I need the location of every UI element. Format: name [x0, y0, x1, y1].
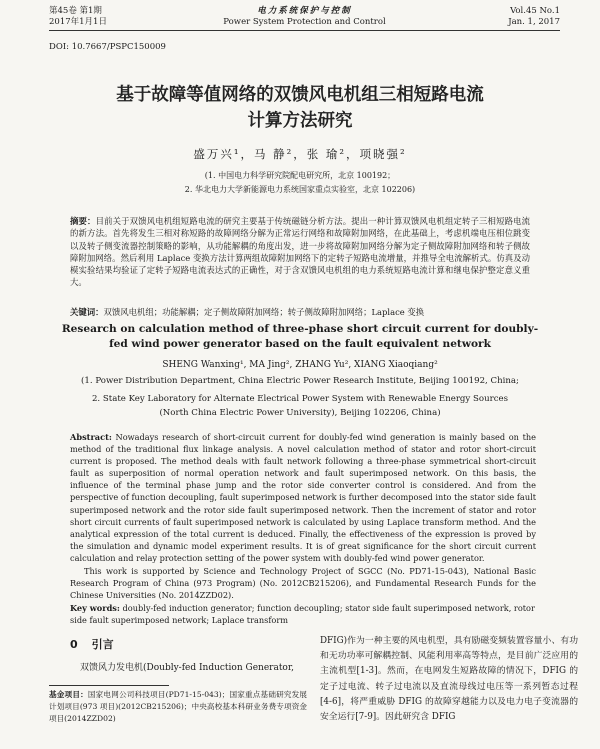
- authors-cn: 盛万兴¹，马 静²，张 瑜²，项晓强²: [193, 147, 407, 161]
- abstract-cn-text: 目前关于双馈风电机组短路电流的研究主要基于传统磁链分析方法。提出一种计算双馈风电机组定转子三相短路电流的新方法。首先将发生三相对称短路的故障网络分解为正常运行网络和故障附加网络，在此基础上，考虑机端电压相位跳变以及转子侧变流器控制策略的影响，从功能解耦的角度出发，进一步将故障附加网络分解为定子侧故障附加网络和转子侧故障附加网络。然后利用 Laplace 变换方法计算两组故障附加网络下的定转子短路电流增量，并推导全电流解析式。仿真及动模实验结果均验证了定转子短路电流表达式的正确性，对于含双馈风电机组的电力系统短路电流计算和继电保护整定意义重大。: [70, 216, 531, 288]
- affiliation-cn-2: 2. 华北电力大学新能源电力系统国家重点实验室，北京 102206): [184, 185, 416, 194]
- doi: DOI: 10.7667/PSPC150009: [49, 42, 166, 52]
- keywords-en: [70, 602, 536, 626]
- abstract-cn: [70, 215, 530, 289]
- header-journal-en: Power System Protection and Control: [223, 17, 386, 27]
- header-date-cn: 2017年1月1日: [49, 17, 107, 27]
- keywords-en-label: Key words:: [70, 603, 120, 613]
- affiliation-en-2: 2. State Key Laboratory for Alternate Electrical Power System with Renewable Energy Sources: [91, 394, 509, 404]
- abstract-en: [70, 431, 536, 564]
- affiliation-en-3: (North China Electric Power University), Beijing 102206, China): [159, 408, 441, 418]
- paper-title-en: Research on calculation method of three-phase short circuit current for doubly-fed wind power generator based on the fault equivalent network: [61, 323, 539, 350]
- header-rule: [49, 30, 560, 31]
- abstract-cn-label: 摘要：: [70, 216, 96, 226]
- title-cn-line2: 计算方法研究: [247, 111, 353, 131]
- paper-title-cn: [40, 82, 560, 134]
- funding-statement-en: This work is supported by Science and Technology Project of SGCC (No. PD71-15-043), National Basic Research Program of China (973 Program) (No. 2012CB215206), and Fundamental Research Funds for the Chinese Universities (No. 2014ZZD02).: [70, 566, 536, 601]
- header-date-en: Jan. 1, 2017: [508, 17, 560, 27]
- intro-first-line: 双馈风力发电机(Doubly-fed Induction Generator,: [80, 663, 295, 673]
- keywords-en-text: doubly-fed induction generator; function decoupling; stator side fault superimposed network, rotor side fault superimposed network; Laplace transform: [70, 603, 535, 626]
- footnote-text: 国家电网公司科技项目(PD71-15-043)；国家重点基础研究发展计划项目(973 项目)(2012CB215206)；中央高校基本科研业务费专项资金项目(2014ZZD02): [49, 690, 308, 723]
- authors-en: SHENG Wanxing¹, MA Jing², ZHANG Yu², XIANG Xiaoqiang²: [162, 360, 438, 370]
- affiliation-cn-1: (1. 中国电力科学研究院配电研究所，北京 100192；: [204, 171, 396, 180]
- keywords-cn-label: 关键词：: [70, 307, 104, 317]
- header-volume-en: Vol.45 No.1: [510, 6, 560, 16]
- footnote-rule: [49, 685, 169, 686]
- title-cn-line1: 基于故障等值网络的双馈风电机组三相短路电流: [116, 85, 484, 105]
- keywords-cn: [70, 306, 530, 318]
- footnote-label: 基金项目：: [49, 690, 88, 699]
- funding-footnote: [49, 689, 307, 725]
- intro-right-column: DFIG)作为一种主要的风电机型，具有励磁变频装置容量小、有功和无功功率可解耦控制、风能利用率高等特点，是目前广泛应用的主流机型[1-3]。然而，在电网发生短路故障的情况下，DFIG 的定子过电流、转子过电流以及直流母线过电压等一系列暂态过程[4-6]，将严重威胁 DFIG 的故障穿越能力以及电力电子变流器的安全运行[7-9]。因此研究含 DFIG: [320, 636, 578, 723]
- abstract-en-text: Nowadays research of short-circuit current for doubly-fed wind generation is mainly based on the method of the traditional flux linkage analysis. A novel calculation method of stator and rotor short-circuit current is proposed. The method deals with fault network following a three-phase symmetrical short-circuit fault as superposition of normal operation network and fault superimposed network. On this basis, the influence of the terminal phase jump and the rotor side converter control is considered. And from the perspective of function decoupling, fault superimposed network is further decomposed into the stator side fault superimposed network and the rotor side fault superimposed network. Then the increment of stator and rotor short circuit currents of fault superimposed network is calculated by using Laplace transform method. And the analytical expression of the total current is deduced. Finally, the effectiveness of the expression is proved by the simulation and dynamic model experiment results. It is of great significance for the short circuit current calculation and relay protection setting of the power system with doubly-fed wind power generator.: [70, 432, 536, 563]
- section-title: 引言: [91, 638, 114, 651]
- header-volume-cn: 第45卷 第1期: [49, 6, 102, 16]
- keywords-cn-text: 双馈风电机组；功能解耦；定子侧故障附加网络；转子侧故障附加网络；Laplace 变换: [103, 307, 425, 317]
- section-number: 0: [70, 638, 78, 651]
- affiliation-en-1: (1. Power Distribution Department, China Electric Power Research Institute, Beijing 100192, China;: [81, 376, 519, 386]
- abstract-en-label: Abstract:: [70, 432, 112, 442]
- section-heading-intro: [70, 636, 114, 652]
- header-journal-cn: 电力系统保护与控制: [257, 6, 352, 16]
